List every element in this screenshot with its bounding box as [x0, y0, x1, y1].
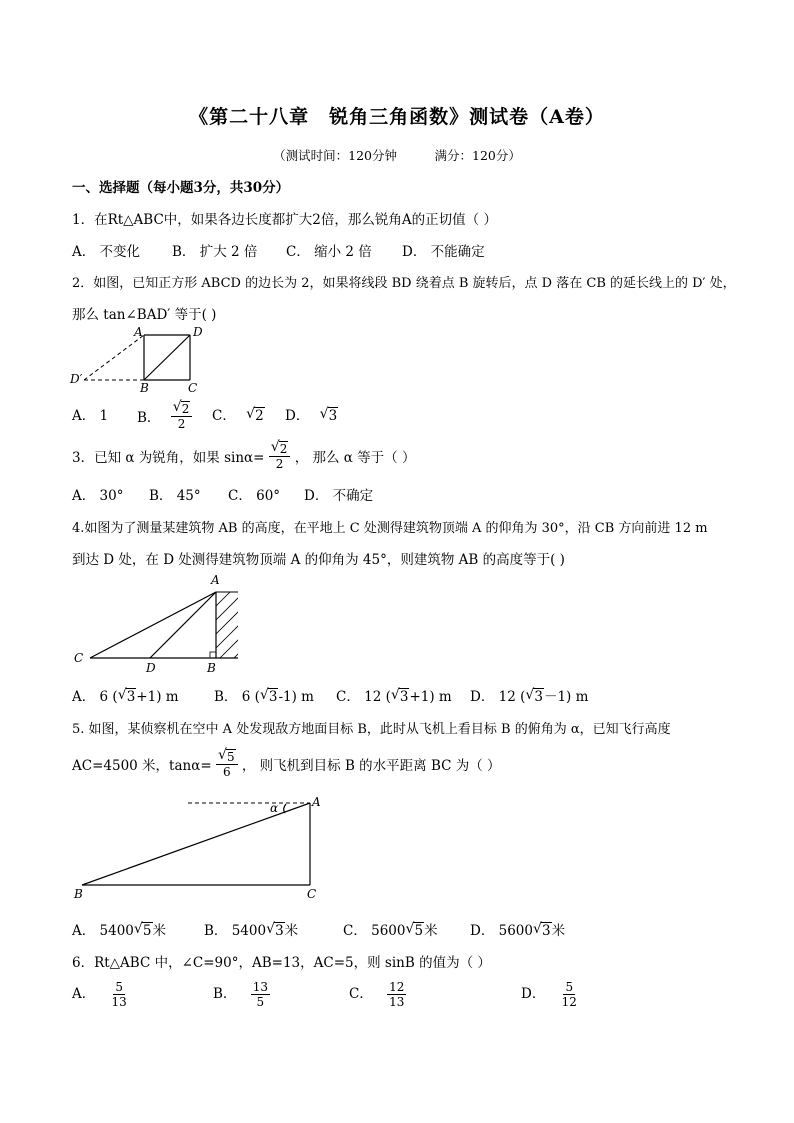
- q3-fraction-denominator: 2: [275, 457, 284, 471]
- question-6-text: 6．Rt△ABC 中，∠C=90°，AB=13，AC=5，则 sinB 的值为（ ）: [72, 955, 491, 971]
- q6-option-b: [213, 980, 270, 1009]
- q5-fraction-radicand: 5: [226, 750, 235, 764]
- q5-option-c-radicand: 5: [414, 923, 424, 939]
- q5-option-c: C． 5600 √ 5米: [343, 921, 438, 939]
- page-title: 《第二十八章 锐角三角函数》测试卷（A卷）: [189, 106, 605, 128]
- q5-option-a-pre: A． 5400: [72, 923, 134, 939]
- q5-option-a-post: 米: [152, 923, 166, 939]
- q3-option-d: D． 不确定: [304, 488, 374, 504]
- q6-option-a-numerator: 5: [115, 980, 123, 994]
- q4-building-figure: [70, 570, 245, 675]
- q6-option-a-label: A．: [72, 986, 96, 1002]
- q4-option-c-radicand: 3: [399, 689, 409, 705]
- q5-option-b: B． 5400 √ 3米: [204, 921, 299, 939]
- q5-option-d: D． 5600 √ 3米: [470, 921, 566, 939]
- question-2-line-2: 那么 tan∠BAD′ 等于( ): [72, 307, 217, 323]
- q4-option-a-post: +1) m: [136, 689, 179, 705]
- q5-fraction-denominator: 6: [222, 765, 231, 779]
- q5-label-b: B: [74, 887, 83, 901]
- q1-option-a: A． 不变化: [72, 244, 141, 260]
- q6-option-d-fraction: [560, 980, 579, 1009]
- question-5-line-1: 5. 如图，某侦察机在空中 A 处发现敌方地面目标 B，此时从飞机上看目标 B 的俯角为 α，已知飞行高度: [72, 722, 671, 737]
- q2-option-c-label: C．: [212, 408, 236, 424]
- q2-square-figure: [70, 325, 210, 395]
- q6-option-a-fraction: [110, 980, 129, 1009]
- section-heading: 一、选择题（每小题3分，共30分）: [72, 180, 290, 196]
- q6-option-b-numerator: 13: [252, 980, 268, 994]
- q4-option-a-pre: A． 6 (: [72, 689, 118, 705]
- q5-option-d-pre: D． 5600: [470, 923, 533, 939]
- q3-fraction-radicand: 2: [279, 442, 288, 456]
- q4-label-c: C: [74, 651, 84, 665]
- question-4-line-2: 到达 D 处，在 D 处测得建筑物顶端 A 的仰角为 45°，则建筑物 AB 的高度等于( ): [72, 552, 565, 568]
- q5-option-b-pre: B． 5400: [204, 923, 267, 939]
- q2-option-c-radicand: 2: [255, 408, 264, 424]
- q1-option-d: D． 不能确定: [402, 244, 485, 260]
- q3-option-c: C． 60°: [228, 488, 281, 504]
- q6-option-d-numerator: 5: [565, 980, 574, 994]
- q4-label-b: B: [207, 661, 216, 675]
- q5-label-c: C: [307, 887, 317, 901]
- q5-label-alpha: α: [270, 801, 279, 815]
- q5-option-c-pre: C． 5600: [343, 923, 406, 939]
- question-3-post: ， 那么 α 等于（ ）: [294, 450, 416, 466]
- question-1-text: 1．在Rt△ABC中，如果各边长度都扩大2倍，那么锐角A的正切值（ ）: [72, 212, 497, 228]
- q6-option-b-label: B．: [213, 986, 237, 1002]
- q4-option-d-pre: D． 12 (: [470, 689, 526, 705]
- q6-option-c-denominator: 13: [389, 995, 405, 1009]
- q6-option-c-numerator: 12: [389, 980, 405, 994]
- q5-option-b-post: 米: [284, 923, 299, 939]
- q6-option-a-denominator: 13: [111, 995, 127, 1009]
- question-5-pre: AC=4500 米，tanα=: [72, 758, 212, 774]
- q4-option-c-pre: C． 12 (: [336, 689, 391, 705]
- q2-option-a: A． 1: [72, 408, 109, 424]
- question-3: [72, 439, 416, 473]
- q4-option-b-pre: B． 6 (: [214, 689, 260, 705]
- q2-label-c: C: [188, 381, 198, 395]
- q4-option-a: A． 6 ( √ 3+1) m: [72, 687, 179, 705]
- question-3-pre: 3．已知 α 为锐角，如果 sinα=: [72, 450, 265, 466]
- q6-option-d: [521, 980, 579, 1009]
- q4-option-a-radicand: 3: [126, 689, 136, 705]
- q6-option-d-label: D．: [521, 986, 546, 1002]
- question-5-line-2: [72, 747, 501, 781]
- question-4-line-1: 4.如图为了测量某建筑物 AB 的高度，在平地上 C 处测得建筑物顶端 A 的仰角为 30°，沿 CB 方向前进 12 m: [72, 521, 708, 536]
- q4-option-d-post: －1) m: [543, 689, 589, 705]
- q3-fraction: √ 2 2: [269, 442, 291, 471]
- q5-option-d-radicand: 3: [541, 923, 551, 939]
- q5-label-a: A: [312, 795, 321, 809]
- q6-option-d-denominator: 12: [561, 995, 577, 1009]
- q6-option-a: [72, 980, 129, 1009]
- q5-option-d-post: 米: [551, 923, 566, 939]
- q2-option-d: D． √ 3: [285, 406, 338, 424]
- q2-option-b: [137, 399, 192, 433]
- q4-option-d: D． 12 ( √ 3－1) m: [470, 687, 589, 705]
- q5-option-b-radicand: 3: [275, 923, 284, 939]
- q5-option-a: A． 5400 √ 5米: [72, 921, 166, 939]
- q3-option-a: A． 30°: [72, 488, 124, 504]
- q2-option-b-label: B．: [137, 410, 161, 426]
- q2-option-d-radicand: 3: [328, 408, 338, 424]
- q6-option-b-denominator: 5: [256, 995, 265, 1009]
- q6-option-c: [349, 980, 406, 1009]
- q1-option-b: B． 扩大 2 倍: [172, 244, 258, 260]
- q2-option-c: C． √ 2: [212, 406, 264, 424]
- q6-option-c-label: C．: [349, 986, 373, 1002]
- q4-option-b-radicand: 3: [268, 689, 278, 705]
- q2-label-d: D: [193, 325, 203, 339]
- q2-option-b-fraction: √ 2 2: [171, 402, 193, 431]
- q4-option-b-post: -1) m: [278, 689, 314, 705]
- q4-option-c: C． 12 ( √ 3+1) m: [336, 687, 452, 705]
- q6-option-b-fraction: [251, 980, 270, 1009]
- q2-option-b-radicand: 2: [181, 402, 190, 416]
- question-2-line-1: 2．如图，已知正方形 ABCD 的边长为 2，如果将线段 BD 绕着点 B 旋转后，点 D 落在 CB 的延长线上的 D′ 处，: [72, 276, 736, 291]
- page-subtitle: （测试时间：120分钟 满分：120分）: [273, 148, 521, 163]
- q6-option-c-fraction: [387, 980, 406, 1009]
- q4-label-a: A: [211, 573, 220, 587]
- q5-option-a-radicand: 5: [142, 923, 152, 939]
- q1-option-c: C． 缩小 2 倍: [286, 244, 372, 260]
- q4-option-b: B． 6 ( √ 3-1) m: [214, 687, 314, 705]
- q3-option-b: B． 45°: [149, 488, 201, 504]
- q2-option-b-denominator: 2: [177, 417, 186, 431]
- q2-option-d-label: D．: [285, 408, 310, 424]
- q2-label-a: A: [134, 325, 143, 339]
- q2-label-b: B: [140, 381, 149, 395]
- q5-fraction: √ 5 6: [216, 750, 238, 779]
- q2-label-d-prime: D′: [70, 372, 83, 386]
- q5-option-c-post: 米: [424, 923, 438, 939]
- q4-label-d: D: [146, 661, 156, 675]
- q5-aircraft-figure: [74, 794, 334, 900]
- question-5-post: ， 则飞机到目标 B 的水平距离 BC 为（ ）: [241, 758, 501, 774]
- q4-option-d-radicand: 3: [534, 689, 543, 705]
- q4-option-c-post: +1) m: [409, 689, 452, 705]
